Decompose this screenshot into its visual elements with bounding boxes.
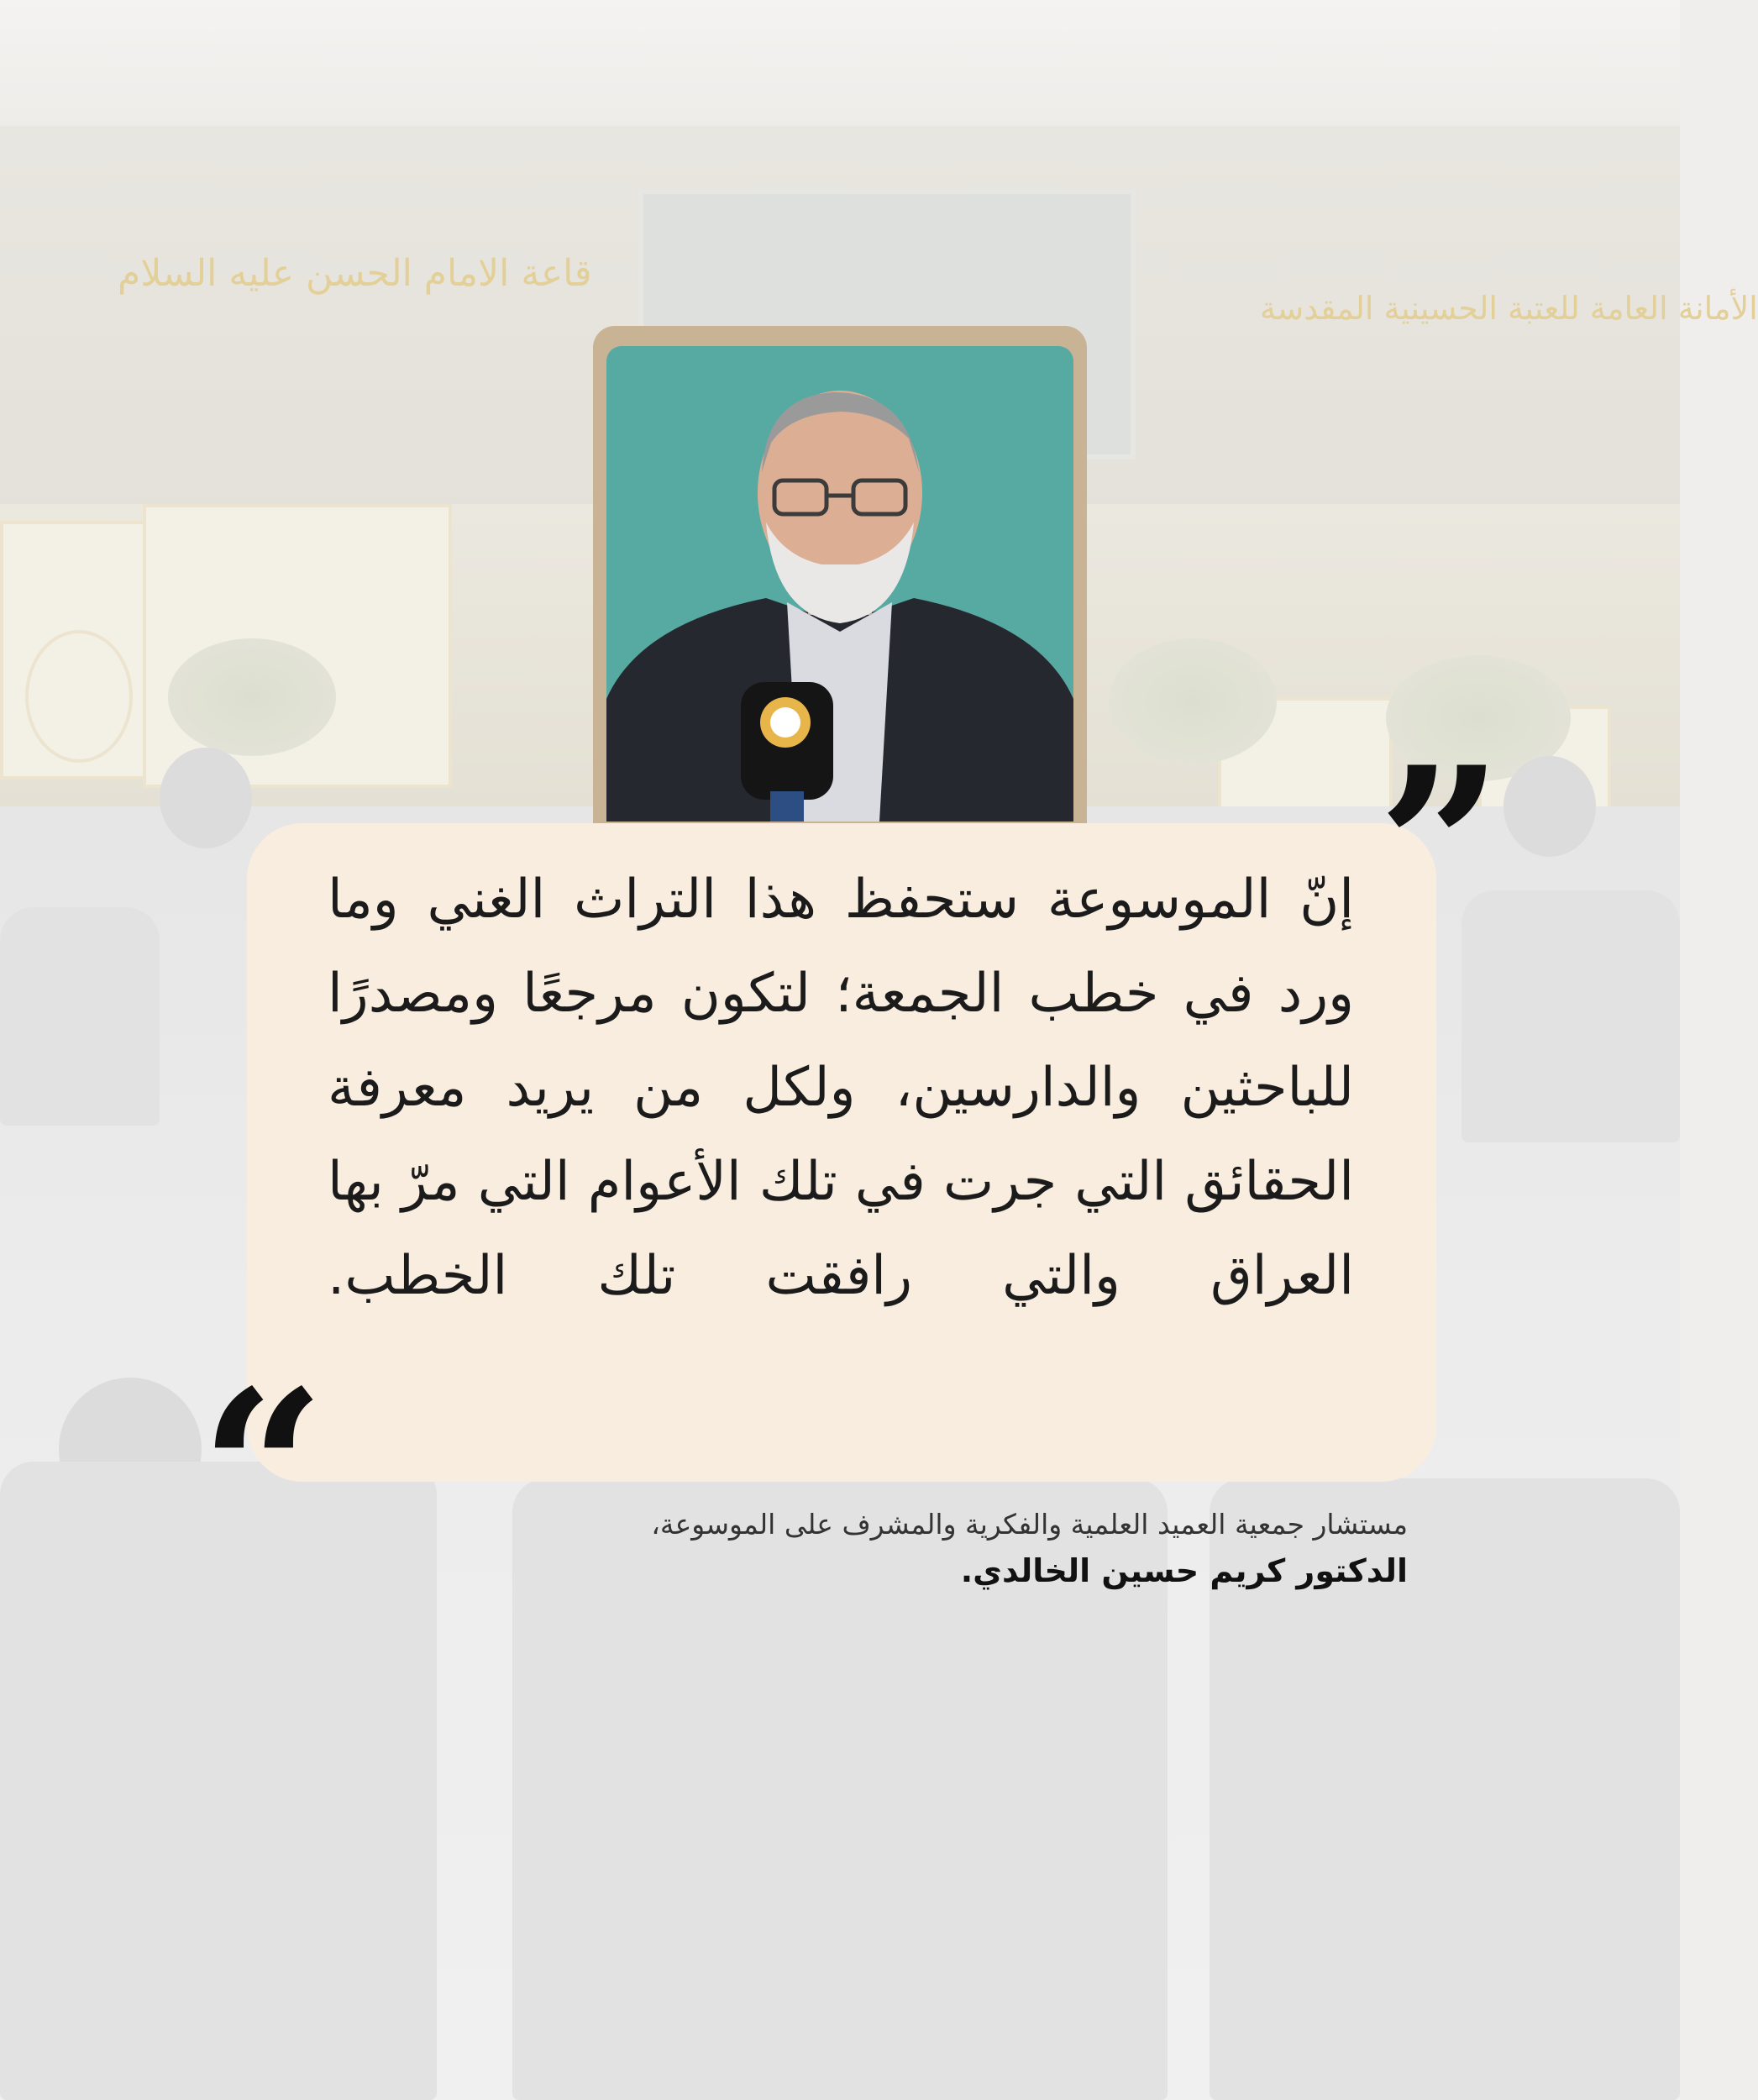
audience-head [1503, 756, 1596, 857]
quote-text: إنّ الموسوعة ستحفظ هذا التراث الغني وما ورد في خطب الجمعة؛ لتكون مرجعًا ومصدرًا للباحثين والدارسين، ولكل من يريد معرفة الحقائق التي جرت في تلك الأعوام التي مرّ بها العراق والتي رافقت تلك الخطب. [328, 869, 1354, 1307]
open-quote-mark: ” [1378, 720, 1503, 976]
speaker-name: الدكتور كريم حسين الخالدي. [960, 1552, 1408, 1589]
close-quote-mark: “ [200, 1343, 326, 1599]
audience-head [160, 748, 252, 848]
attribution [504, 1504, 1408, 1596]
hall-sign-left: قاعة الامام الحسن عليه السلام [118, 252, 592, 295]
speaker-portrait [606, 346, 1073, 822]
plant [1109, 638, 1277, 764]
portrait-poster [25, 630, 133, 763]
hall-sign-right: الأمانة العامة للعتبة الحسينية المقدسة [1260, 290, 1758, 327]
speaker-photo-icon [606, 346, 1073, 822]
seat [0, 907, 160, 1126]
plant [168, 638, 336, 756]
speaker-role: مستشار جمعية العميد العلمية والفكرية والمشرف على الموسوعة، [651, 1508, 1408, 1541]
